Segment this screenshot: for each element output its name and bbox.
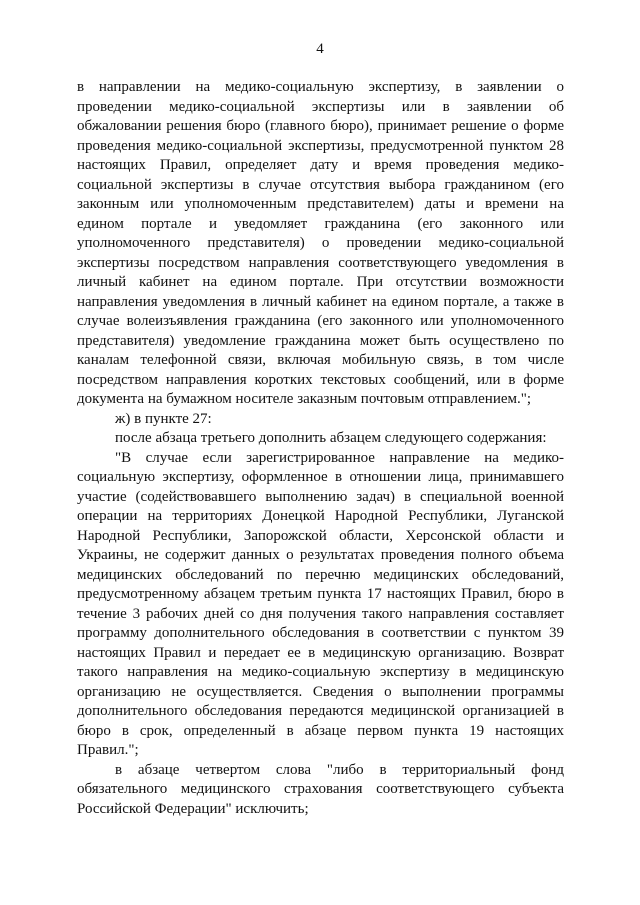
paragraph-item-zh: ж) в пункте 27:: [115, 410, 212, 427]
document-body: [77, 78, 564, 819]
paragraph-amendment-intro: после абзаца третьего дополнить абзацем следующего содержания:: [115, 430, 547, 446]
paragraph-fourth-abzac: в абзаце четвертом слова "либо в территориальный фонд обязательного медицинского страхования соответствующего субъекта Российской Федерации" исключить;: [77, 761, 564, 817]
page-number: 4: [316, 41, 324, 57]
paragraph-quoted-text: "В случае если зарегистрированное направление на медико-социальную экспертизу, оформленное в отношении лица, принимавшего участие (содействовавшего выполнению задач) в специальной военной операции на территориях Донецкой Народной Республики, Луганской Народной Республики, Запорожской области, Херсонской области и Украины, не содержит данных о результатах проведения полного объема медицинских обследований по перечню медицинских обследований, предусмотренному абзацем третьим пункта 17 настоящих Правил, бюро в течение 3 рабочих дней со дня получения такого направления составляет программу дополнительного обследования в соответствии с пунктом 39 настоящих Правил и передает ее в медицинскую организацию. Возврат такого направления на медико-социальную экспертизу в медицинскую организацию не осуществляется. Сведения о выполнении программы дополнительного обследования передаются медицинской организацией в бюро в срок, определенный в абзаце первом пункта 19 настоящих Правил.";: [77, 449, 564, 758]
paragraph-continued: в направлении на медико-социальную экспертизу, в заявлении о проведении медико-социальной экспертизы или в заявлении об обжаловании решения бюро (главного бюро), принимает решение о форме проведения медико-социальной экспертизы, предусмотренной пунктом 28 настоящих Правил, определяет дату и время проведения медико-социальной экспертизы в случае отсутствия выбора гражданином (его законным или уполномоченным представителем) даты и времени на едином портале и уведомляет гражданина (его законного или уполномоченного представителя) о проведении медико-социальной экспертизы посредством направления соответствующего уведомления в личный кабинет на едином портале. При отсутствии возможности направления уведомления в личный кабинет на едином портале, а также в случае волеизъявления гражданина (его законного или уполномоченного представителя) уведомление гражданина может быть осуществлено по каналам телефонной связи, включая мобильную связь, в том числе посредством направления коротких текстовых сообщений, или в форме документа на бумажном носителе заказным почтовым отправлением.";: [77, 79, 564, 407]
